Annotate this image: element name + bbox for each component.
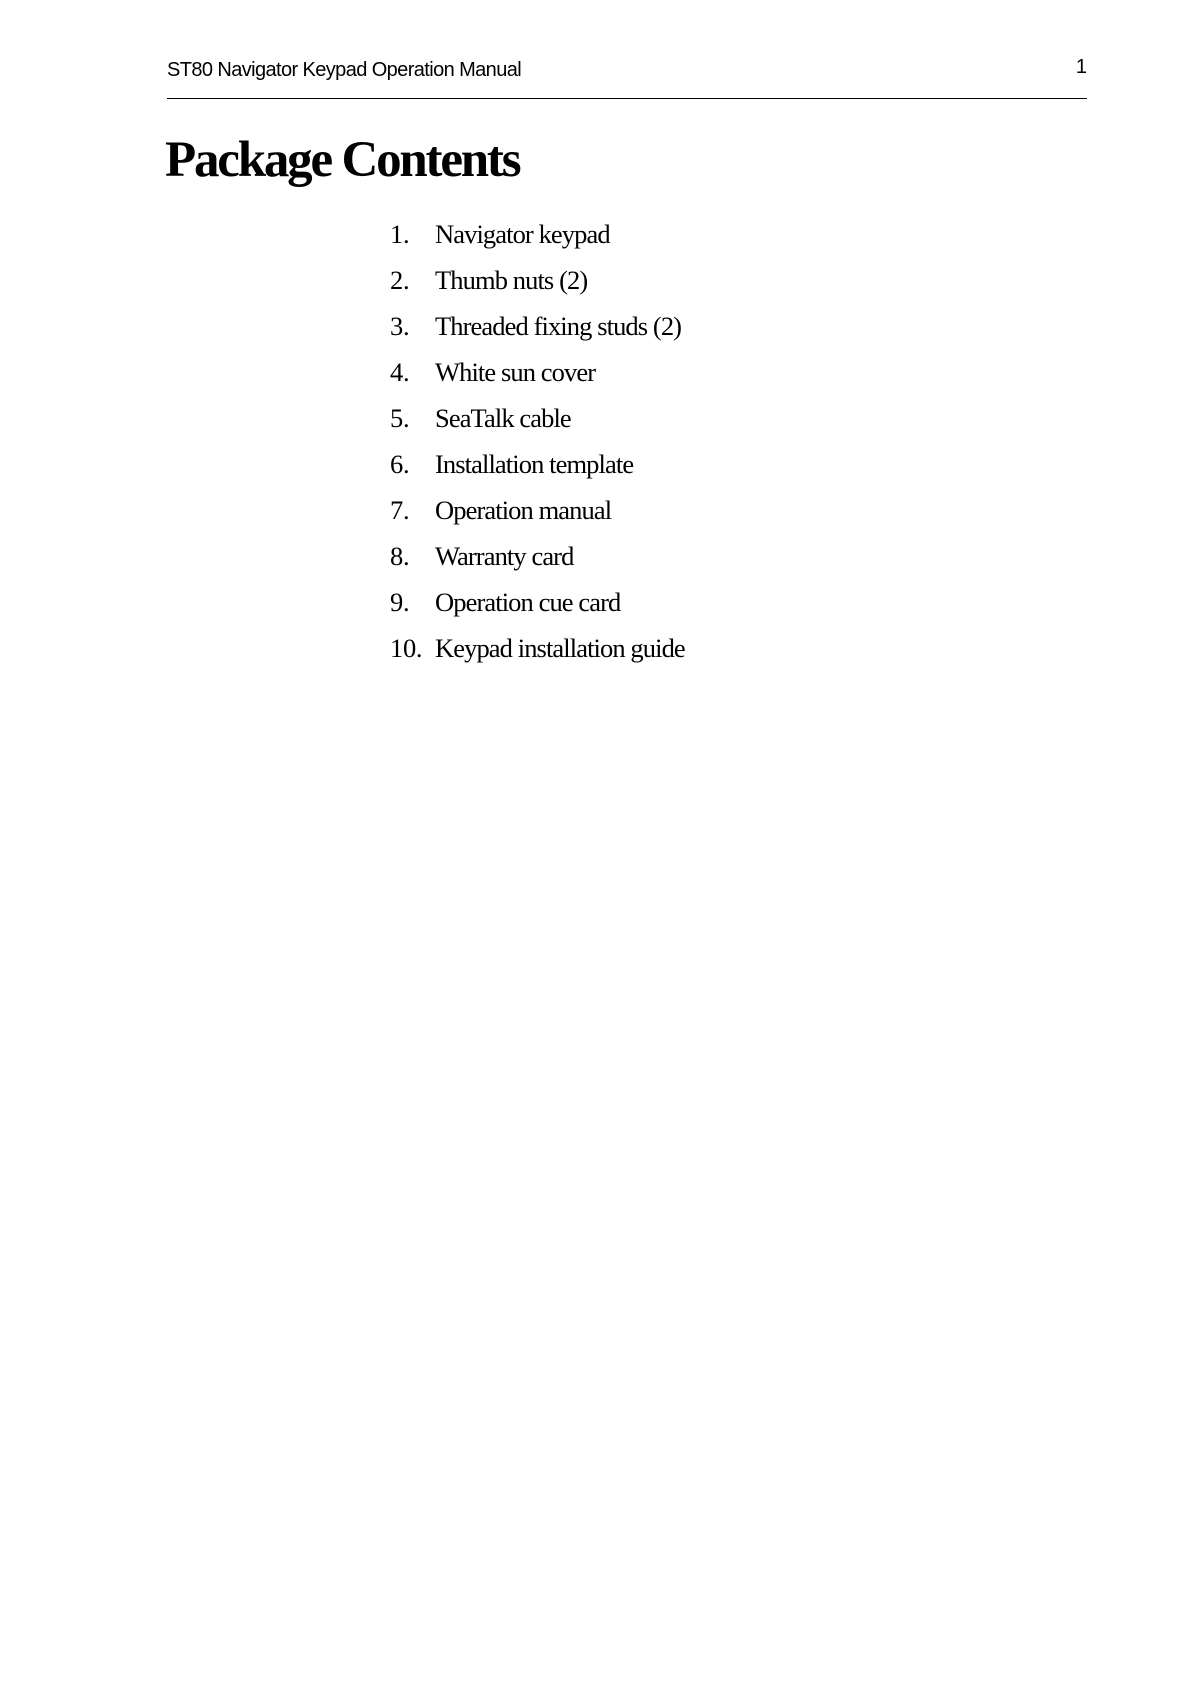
item-text: Thumb nuts (2) <box>435 265 588 295</box>
list-item <box>390 586 685 632</box>
item-number: 1. <box>390 219 410 249</box>
list-item <box>390 540 685 586</box>
item-number: 4. <box>390 357 410 387</box>
item-text: Warranty card <box>435 541 574 571</box>
package-contents-list <box>390 218 685 678</box>
list-item <box>390 356 685 402</box>
item-number: 9. <box>390 587 410 617</box>
list-item <box>390 264 685 310</box>
running-header <box>167 58 1087 99</box>
item-text: Threaded fixing studs (2) <box>435 311 682 341</box>
running-title: ST80 Navigator Keypad Operation Manual <box>167 59 522 81</box>
section-title: Package Contents <box>165 132 520 188</box>
list-item <box>390 632 685 678</box>
item-text: Keypad installation guide <box>435 633 685 663</box>
list-item <box>390 218 685 264</box>
item-number: 6. <box>390 449 410 479</box>
list-item <box>390 402 685 448</box>
page-number: 1 <box>1075 56 1087 78</box>
item-number: 8. <box>390 541 410 571</box>
item-number: 3. <box>390 311 410 341</box>
list-item <box>390 310 685 356</box>
list-item <box>390 448 685 494</box>
item-number: 10. <box>390 633 423 663</box>
item-text: Operation cue card <box>435 587 621 617</box>
list-item <box>390 494 685 540</box>
item-text: Navigator keypad <box>435 219 610 249</box>
item-number: 2. <box>390 265 410 295</box>
item-number: 5. <box>390 403 410 433</box>
item-text: Installation template <box>435 449 634 479</box>
item-number: 7. <box>390 495 410 525</box>
item-text: Operation manual <box>435 495 612 525</box>
item-text: SeaTalk cable <box>435 403 571 433</box>
item-text: White sun cover <box>435 357 596 387</box>
